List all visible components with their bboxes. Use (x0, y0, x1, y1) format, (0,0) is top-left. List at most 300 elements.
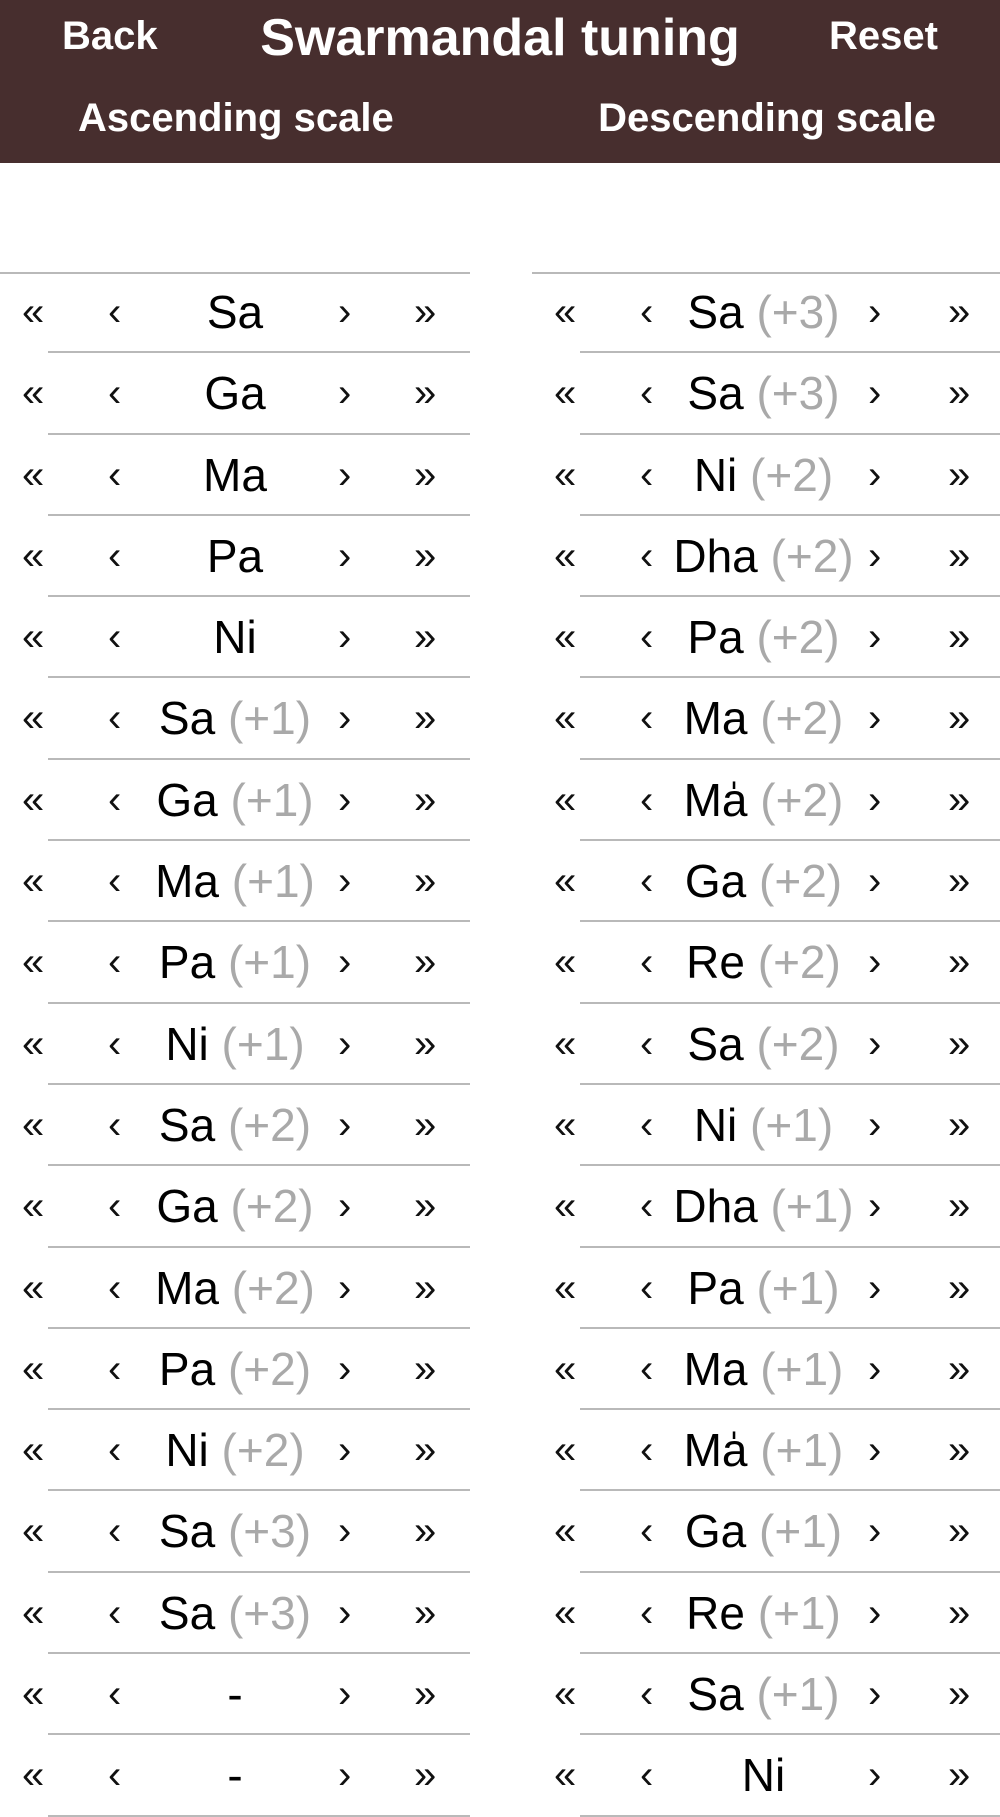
fast-down-button[interactable]: « (554, 615, 577, 660)
fast-down-button[interactable]: « (22, 1753, 45, 1798)
up-button[interactable]: › (338, 1184, 352, 1229)
reset-button[interactable]: Reset (829, 14, 938, 58)
note-display (125, 1573, 345, 1654)
up-button[interactable]: › (868, 1184, 882, 1229)
descending-string-row (532, 922, 1000, 1003)
descending-string-row (532, 1085, 1000, 1166)
note-name: Dha (673, 529, 758, 582)
up-button[interactable]: › (338, 1428, 352, 1473)
fast-down-button[interactable]: « (554, 1102, 577, 1147)
up-button[interactable]: › (868, 1346, 882, 1391)
up-button[interactable]: › (868, 615, 882, 660)
note-name: Ma (155, 855, 220, 908)
fast-up-button[interactable]: » (414, 777, 437, 822)
note-display (657, 1085, 870, 1166)
down-button[interactable]: ‹ (640, 1509, 654, 1554)
fast-up-button[interactable]: » (414, 371, 437, 416)
octave-offset: (+2) (746, 855, 843, 908)
up-button[interactable]: › (868, 1265, 882, 1310)
octave-offset: (+1) (208, 1017, 305, 1070)
note-display (125, 678, 345, 759)
ascending-string-row (0, 353, 470, 434)
down-button[interactable]: ‹ (108, 1672, 122, 1717)
ascending-string-row (0, 516, 470, 597)
up-button[interactable]: › (868, 452, 882, 497)
fast-down-button[interactable]: « (554, 696, 577, 741)
fast-down-button[interactable]: « (22, 290, 45, 334)
ascending-string-row (0, 272, 470, 353)
down-button[interactable]: ‹ (640, 533, 654, 578)
note-name: Ga (156, 773, 218, 826)
down-button[interactable]: ‹ (640, 1590, 654, 1635)
note-display (125, 435, 345, 516)
fast-up-button[interactable]: » (948, 1346, 971, 1391)
note-name: Ni (213, 611, 257, 664)
fast-up-button[interactable]: » (948, 777, 971, 822)
fast-up-button[interactable]: » (948, 615, 971, 660)
fast-up-button[interactable]: » (414, 533, 437, 578)
note-name: Sa (687, 286, 744, 338)
fast-up-button[interactable]: » (414, 1346, 437, 1391)
down-button[interactable]: ‹ (108, 1509, 122, 1554)
note-display (657, 597, 870, 678)
descending-string-row (532, 435, 1000, 516)
fast-down-button[interactable]: « (554, 452, 577, 497)
up-button[interactable]: › (868, 1509, 882, 1554)
octave-offset: (+1) (743, 1261, 840, 1314)
ascending-string-row (0, 922, 470, 1003)
up-button[interactable]: › (868, 940, 882, 985)
fast-down-button[interactable]: « (554, 533, 577, 578)
down-button[interactable]: ‹ (108, 1346, 122, 1391)
note-name: Dha (673, 1180, 758, 1233)
octave-offset: (+1) (217, 773, 314, 826)
up-button[interactable]: › (868, 1672, 882, 1717)
fast-down-button[interactable]: « (22, 1021, 45, 1066)
fast-down-button[interactable]: « (22, 940, 45, 985)
fast-down-button[interactable]: « (554, 290, 577, 334)
fast-down-button[interactable]: « (22, 1590, 45, 1635)
ascending-string-row (0, 1735, 470, 1816)
note-display (657, 760, 870, 841)
fast-up-button[interactable]: » (948, 696, 971, 741)
note-display (125, 1654, 345, 1735)
fast-up-button[interactable]: » (948, 1428, 971, 1473)
down-button[interactable]: ‹ (108, 290, 122, 334)
note-display (657, 678, 870, 759)
note-display (657, 1654, 870, 1735)
note-name: Ni (741, 1749, 786, 1802)
ascending-string-row (0, 1248, 470, 1329)
down-button[interactable]: ‹ (640, 371, 654, 416)
descending-string-row (532, 597, 1000, 678)
octave-offset: (+3) (743, 367, 840, 420)
octave-offset: (+1) (757, 1180, 854, 1233)
fast-down-button[interactable]: « (554, 1753, 577, 1798)
up-button[interactable]: › (868, 1102, 882, 1147)
divider (580, 1815, 1000, 1817)
fast-up-button[interactable]: » (948, 371, 971, 416)
fast-down-button[interactable]: « (22, 371, 45, 416)
fast-up-button[interactable]: » (414, 1184, 437, 1229)
ascending-string-row (0, 1085, 470, 1166)
fast-down-button[interactable]: « (554, 1590, 577, 1635)
ascending-scale-label: Ascending scale (78, 96, 394, 140)
note-display (657, 1248, 870, 1329)
note-name: Pa (158, 1342, 216, 1395)
down-button[interactable]: ‹ (108, 696, 122, 741)
octave-offset: (+3) (215, 1586, 312, 1639)
fast-up-button[interactable]: » (414, 696, 437, 741)
note-name: Ma (683, 1342, 748, 1395)
octave-offset: (+2) (219, 1261, 315, 1314)
up-button[interactable]: › (338, 696, 352, 741)
note-display (657, 516, 870, 597)
down-button[interactable]: ‹ (640, 1184, 654, 1229)
note-display (657, 272, 870, 353)
fast-up-button[interactable]: » (414, 1509, 437, 1554)
down-button[interactable]: ‹ (108, 615, 122, 660)
ascending-string-row (0, 435, 470, 516)
descending-string-row (532, 516, 1000, 597)
up-button[interactable]: › (868, 1428, 882, 1473)
fast-up-button[interactable]: » (948, 1753, 971, 1798)
fast-up-button[interactable]: » (414, 859, 437, 904)
fast-down-button[interactable]: « (22, 615, 45, 660)
note-display (657, 922, 870, 1003)
note-name: Pa (687, 611, 744, 664)
octave-offset: (+1) (747, 1342, 844, 1395)
fast-up-button[interactable]: » (414, 940, 437, 985)
down-button[interactable]: ‹ (640, 452, 654, 497)
down-button[interactable]: ‹ (640, 940, 654, 985)
octave-offset: (+2) (215, 1342, 312, 1395)
descending-string-row (532, 760, 1000, 841)
octave-offset: (+2) (743, 1017, 840, 1070)
note-name: Re (686, 1586, 745, 1639)
octave-offset: (+2) (757, 529, 854, 582)
down-button[interactable]: ‹ (108, 940, 122, 985)
up-button[interactable]: › (338, 1102, 352, 1147)
fast-down-button[interactable]: « (554, 1672, 577, 1717)
down-button[interactable]: ‹ (108, 1021, 122, 1066)
up-button[interactable]: › (338, 940, 352, 985)
note-display (657, 435, 870, 516)
octave-offset: (+2) (737, 448, 834, 501)
note-display (125, 1004, 345, 1085)
fast-down-button[interactable]: « (22, 1346, 45, 1391)
note-name: Sa (687, 1668, 744, 1721)
ascending-string-row (0, 678, 470, 759)
ascending-string-row (0, 1654, 470, 1735)
up-button[interactable]: › (338, 859, 352, 904)
down-button[interactable]: ‹ (640, 859, 654, 904)
fast-down-button[interactable]: « (554, 1184, 577, 1229)
descending-string-row (532, 1573, 1000, 1654)
down-button[interactable]: ‹ (108, 1590, 122, 1635)
octave-offset: (+2) (747, 692, 844, 745)
octave-offset: (+1) (737, 1098, 834, 1151)
octave-offset: (+3) (215, 1505, 312, 1558)
note-name: Re (686, 936, 745, 989)
octave-offset: (+1) (746, 1505, 843, 1558)
descending-string-row (532, 353, 1000, 434)
descending-string-row (532, 1004, 1000, 1085)
note-display (125, 1735, 345, 1816)
descending-string-row (532, 1491, 1000, 1572)
fast-down-button[interactable]: « (22, 1184, 45, 1229)
fast-down-button[interactable]: « (22, 696, 45, 741)
note-name: Pa (687, 1261, 744, 1314)
fast-up-button[interactable]: » (948, 940, 971, 985)
up-button[interactable]: › (338, 777, 352, 822)
up-button[interactable]: › (868, 859, 882, 904)
fast-down-button[interactable]: « (554, 1021, 577, 1066)
up-button[interactable]: › (868, 777, 882, 822)
note-name: - (227, 1749, 243, 1802)
fast-up-button[interactable]: » (948, 1102, 971, 1147)
octave-offset: (+1) (219, 855, 315, 908)
fast-up-button[interactable]: » (414, 1265, 437, 1310)
down-button[interactable]: ‹ (640, 1102, 654, 1147)
descending-scale-label: Descending scale (598, 96, 936, 140)
fast-up-button[interactable]: » (948, 1265, 971, 1310)
note-display (125, 1491, 345, 1572)
down-button[interactable]: ‹ (108, 859, 122, 904)
up-button[interactable]: › (338, 1590, 352, 1635)
fast-up-button[interactable]: » (948, 533, 971, 578)
down-button[interactable]: ‹ (108, 1102, 122, 1147)
descending-string-row (532, 1735, 1000, 1816)
note-name: Ma (155, 1261, 220, 1314)
ascending-string-row (0, 760, 470, 841)
up-button[interactable]: › (338, 290, 352, 334)
down-button[interactable]: ‹ (640, 1346, 654, 1391)
note-display (125, 353, 345, 434)
up-button[interactable]: › (338, 1672, 352, 1717)
ascending-string-row (0, 1573, 470, 1654)
octave-offset: (+3) (743, 286, 840, 338)
fast-down-button[interactable]: « (22, 859, 45, 904)
down-button[interactable]: ‹ (108, 371, 122, 416)
note-display (125, 272, 345, 353)
octave-offset: (+2) (208, 1424, 305, 1477)
fast-down-button[interactable]: « (554, 371, 577, 416)
note-display (657, 1573, 870, 1654)
note-display (657, 353, 870, 434)
note-name: Ni (693, 448, 738, 501)
note-display (657, 1166, 870, 1247)
fast-up-button[interactable]: » (948, 452, 971, 497)
fast-up-button[interactable]: » (414, 615, 437, 660)
fast-down-button[interactable]: « (22, 1265, 45, 1310)
down-button[interactable]: ‹ (640, 290, 654, 334)
note-name: Pa (158, 936, 216, 989)
note-display (125, 841, 345, 922)
fast-up-button[interactable]: » (948, 1590, 971, 1635)
down-button[interactable]: ‹ (108, 777, 122, 822)
up-button[interactable]: › (868, 533, 882, 578)
note-name: Sa (206, 286, 264, 338)
fast-up-button[interactable]: » (948, 1184, 971, 1229)
note-display (657, 1491, 870, 1572)
fast-up-button[interactable]: » (414, 452, 437, 497)
fast-up-button[interactable]: » (948, 859, 971, 904)
descending-string-row (532, 1248, 1000, 1329)
note-name: Ga (684, 855, 747, 908)
note-display (125, 1329, 345, 1410)
note-display (125, 597, 345, 678)
ascending-string-row (0, 841, 470, 922)
ascending-string-row (0, 1329, 470, 1410)
up-button[interactable]: › (338, 1021, 352, 1066)
octave-offset: (+2) (744, 936, 841, 989)
fast-down-button[interactable]: « (22, 452, 45, 497)
fast-up-button[interactable]: » (414, 1428, 437, 1473)
nav-header (0, 0, 1000, 163)
fast-up-button[interactable]: » (414, 1753, 437, 1798)
fast-up-button[interactable]: » (414, 1672, 437, 1717)
fast-down-button[interactable]: « (554, 940, 577, 985)
octave-offset: (+2) (743, 611, 840, 664)
down-button[interactable]: ‹ (108, 533, 122, 578)
down-button[interactable]: ‹ (640, 696, 654, 741)
down-button[interactable]: ‹ (640, 615, 654, 660)
up-button[interactable]: › (338, 1509, 352, 1554)
descending-string-row (532, 272, 1000, 353)
note-display (125, 1166, 345, 1247)
up-button[interactable]: › (338, 533, 352, 578)
fast-up-button[interactable]: » (414, 290, 437, 334)
note-display (657, 1329, 870, 1410)
note-name: Sa (158, 1586, 216, 1639)
up-button[interactable]: › (338, 1346, 352, 1391)
note-name: Ma̍ (683, 1424, 748, 1477)
page-title: Swarmandal tuning (260, 9, 740, 67)
note-name: Sa (158, 1098, 216, 1151)
ascending-string-row (0, 1410, 470, 1491)
down-button[interactable]: ‹ (640, 1265, 654, 1310)
note-name: Sa (158, 692, 216, 745)
note-name: Sa (158, 1505, 216, 1558)
up-button[interactable]: › (868, 290, 882, 334)
octave-offset: (+2) (747, 773, 844, 826)
fast-down-button[interactable]: « (554, 859, 577, 904)
ascending-scale-list (0, 272, 470, 1817)
back-button[interactable]: Back (62, 14, 158, 58)
octave-offset: (+2) (215, 1098, 312, 1151)
descending-string-row (532, 1329, 1000, 1410)
descending-string-row (532, 1654, 1000, 1735)
descending-string-row (532, 1410, 1000, 1491)
down-button[interactable]: ‹ (640, 777, 654, 822)
divider (48, 1815, 470, 1817)
down-button[interactable]: ‹ (108, 1753, 122, 1798)
fast-down-button[interactable]: « (554, 1265, 577, 1310)
fast-up-button[interactable]: » (948, 1021, 971, 1066)
up-button[interactable]: › (338, 1265, 352, 1310)
octave-offset: (+1) (215, 936, 312, 989)
octave-offset: (+1) (747, 1424, 844, 1477)
down-button[interactable]: ‹ (640, 1672, 654, 1717)
fast-up-button[interactable]: » (948, 290, 971, 334)
down-button[interactable]: ‹ (640, 1753, 654, 1798)
down-button[interactable]: ‹ (640, 1021, 654, 1066)
fast-down-button[interactable]: « (22, 777, 45, 822)
fast-up-button[interactable]: » (414, 1021, 437, 1066)
note-name: Ni (165, 1017, 209, 1070)
note-display (125, 1085, 345, 1166)
note-name: Ma̍ (683, 773, 748, 826)
note-display (657, 841, 870, 922)
up-button[interactable]: › (338, 615, 352, 660)
note-display (125, 1410, 345, 1491)
fast-down-button[interactable]: « (554, 1346, 577, 1391)
descending-string-row (532, 841, 1000, 922)
down-button[interactable]: ‹ (108, 1184, 122, 1229)
ascending-string-row (0, 1491, 470, 1572)
note-display (125, 1248, 345, 1329)
fast-up-button[interactable]: » (414, 1590, 437, 1635)
up-button[interactable]: › (868, 1590, 882, 1635)
octave-offset: (+1) (744, 1586, 841, 1639)
ascending-string-row (0, 1166, 470, 1247)
fast-down-button[interactable]: « (554, 1428, 577, 1473)
down-button[interactable]: ‹ (108, 1265, 122, 1310)
descending-string-row (532, 678, 1000, 759)
note-display (657, 1004, 870, 1085)
up-button[interactable]: › (338, 371, 352, 416)
octave-offset: (+1) (215, 692, 312, 745)
note-display (657, 1410, 870, 1491)
note-display (125, 516, 345, 597)
down-button[interactable]: ‹ (108, 452, 122, 497)
fast-down-button[interactable]: « (22, 1509, 45, 1554)
fast-down-button[interactable]: « (554, 1509, 577, 1554)
up-button[interactable]: › (338, 1753, 352, 1798)
fast-up-button[interactable]: » (948, 1672, 971, 1717)
note-name: Ma (683, 692, 748, 745)
fast-down-button[interactable]: « (22, 1672, 45, 1717)
note-name: Pa (206, 529, 264, 582)
fast-down-button[interactable]: « (22, 1428, 45, 1473)
up-button[interactable]: › (868, 371, 882, 416)
fast-up-button[interactable]: » (414, 1102, 437, 1147)
note-display (125, 922, 345, 1003)
up-button[interactable]: › (868, 696, 882, 741)
note-name: Ga (156, 1180, 218, 1233)
fast-down-button[interactable]: « (22, 1102, 45, 1147)
note-name: Ga (204, 367, 266, 420)
note-name: Ga (684, 1505, 747, 1558)
down-button[interactable]: ‹ (640, 1428, 654, 1473)
note-name: Ni (693, 1098, 738, 1151)
note-name: Ma (203, 448, 267, 501)
fast-down-button[interactable]: « (22, 533, 45, 578)
up-button[interactable]: › (338, 452, 352, 497)
descending-scale-list (532, 272, 1000, 1817)
up-button[interactable]: › (868, 1021, 882, 1066)
note-display (125, 760, 345, 841)
ascending-string-row (0, 1004, 470, 1085)
note-name: - (227, 1668, 243, 1721)
octave-offset: (+1) (743, 1668, 840, 1721)
octave-offset: (+2) (217, 1180, 314, 1233)
down-button[interactable]: ‹ (108, 1428, 122, 1473)
fast-up-button[interactable]: » (948, 1509, 971, 1554)
fast-down-button[interactable]: « (554, 777, 577, 822)
up-button[interactable]: › (868, 1753, 882, 1798)
